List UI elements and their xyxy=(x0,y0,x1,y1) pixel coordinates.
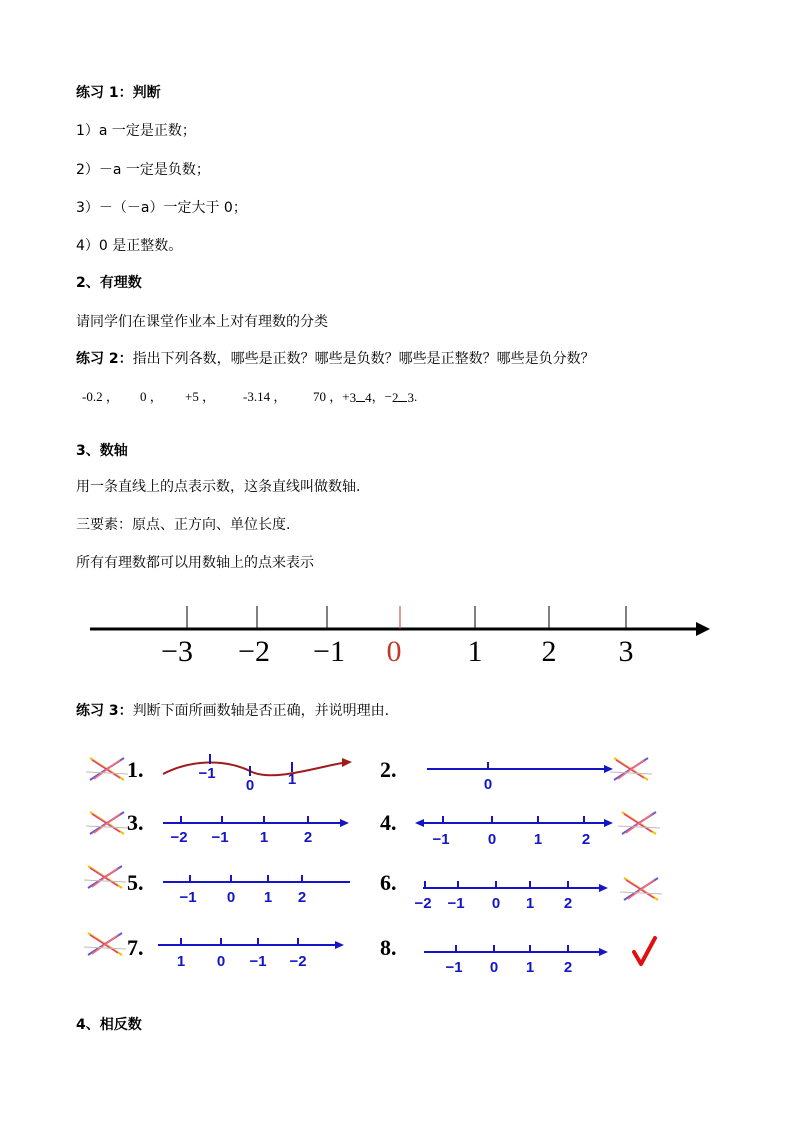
axis2-tick-label: 0 xyxy=(483,776,493,793)
fraction-2-3 xyxy=(392,391,414,405)
section3-all: 所有有理数都可以用数轴上的点来表示 xyxy=(76,555,314,571)
item-number-4: 4. xyxy=(380,810,397,835)
exercise1-title: 练习 1：判断 xyxy=(76,85,161,101)
exercise1-item-2: 2）－a 一定是负数； xyxy=(76,162,210,178)
fraction-numerator: 2 xyxy=(391,390,399,406)
exercise3-title: 练习 3： xyxy=(76,703,133,719)
separator: ，− xyxy=(371,389,392,404)
exercise1-item-1: 1）a 一定是正数； xyxy=(76,123,196,139)
exercise3-text: 判断下面所画数轴是否正确，并说明理由. xyxy=(132,703,390,719)
axis7-tick-label: −2 xyxy=(289,953,307,970)
axis3-tick-label: −2 xyxy=(170,829,188,846)
axis-label-1: 1 xyxy=(467,635,483,668)
item-number-8: 8. xyxy=(380,935,397,960)
item-number-1: 1. xyxy=(127,757,144,782)
fraction-denominator: 3 xyxy=(407,390,414,406)
axis1-tick-label: −1 xyxy=(198,765,216,782)
axis5-tick-label: −1 xyxy=(179,889,197,906)
axis6-tick-label: 0 xyxy=(491,895,501,912)
axis7-tick-label: −1 xyxy=(249,953,267,970)
section3-elements: 三要素：原点、正方向、单位长度. xyxy=(76,517,291,533)
axis4-tick-label: 2 xyxy=(581,831,591,848)
main-number-line xyxy=(0,600,794,680)
axis8-tick-label: 2 xyxy=(563,959,573,976)
axis-label-neg2: −2 xyxy=(238,635,270,668)
axis5-tick-label: 2 xyxy=(297,889,307,906)
exercise3-figure xyxy=(0,740,794,980)
wrong-mark-icon xyxy=(86,758,128,780)
axis-label-neg1: −1 xyxy=(313,635,345,668)
axis6-tick-label: 1 xyxy=(525,895,535,912)
wrong-mark-icon xyxy=(620,878,662,900)
axis3-tick-label: 1 xyxy=(259,829,269,846)
fraction-denominator: 4 xyxy=(365,390,372,406)
exercise2-text: 指出下列各数，哪些是正数？哪些是负数？哪些是正整数？哪些是负分数？ xyxy=(132,351,595,367)
fraction-3-4 xyxy=(350,391,372,405)
wrong-mark-icon xyxy=(84,933,126,955)
section3-title: 3、数轴 xyxy=(76,443,128,459)
axis3-tick-label: 2 xyxy=(303,829,313,846)
number-4: -3.14 ， xyxy=(243,389,287,404)
axis7-tick-label: 1 xyxy=(176,953,186,970)
axis1-tick-label: 1 xyxy=(287,771,297,788)
item-number-3: 3. xyxy=(127,810,144,835)
exercise1-item-3: 3）－（－a）一定大于 0； xyxy=(76,200,247,216)
number-2: 0 ， xyxy=(140,389,163,404)
axis6-tick-label: −2 xyxy=(414,895,432,912)
wrong-mark-icon xyxy=(618,812,660,834)
axis8-tick-label: 0 xyxy=(489,959,499,976)
exercise2-title: 练习 2： xyxy=(76,351,133,367)
axis4-tick-label: 1 xyxy=(533,831,543,848)
axis4-tick-label: −1 xyxy=(432,831,450,848)
axis-label-origin: 0 xyxy=(386,635,402,668)
exercise1-item-4: 4）0 是正整数。 xyxy=(76,238,183,254)
section4-title: 4、相反数 xyxy=(76,1017,142,1033)
axis8-tick-label: −1 xyxy=(445,959,463,976)
axis5-tick-label: 0 xyxy=(226,889,236,906)
exercise2-numbers xyxy=(82,386,417,405)
number-3: +5 ， xyxy=(185,389,216,404)
axis1-tick-label: 0 xyxy=(245,777,255,794)
axis6-tick-label: 2 xyxy=(563,895,573,912)
axis-label-3: 3 xyxy=(618,635,634,668)
item-number-7: 7. xyxy=(127,935,144,960)
number-1: -0.2 ， xyxy=(82,389,119,404)
section2-title: 2、有理数 xyxy=(76,275,142,291)
axis8-tick-label: 1 xyxy=(525,959,535,976)
section2-text: 请同学们在课堂作业本上对有理数的分类 xyxy=(76,314,328,330)
axis6-tick-label: −1 xyxy=(447,895,465,912)
wrong-mark-icon xyxy=(84,866,126,888)
check-mark-icon xyxy=(634,938,655,964)
axis-label-2: 2 xyxy=(541,635,557,668)
fraction-numerator: 3 xyxy=(349,390,357,406)
exercise2-line xyxy=(76,348,595,368)
axis4-tick-label: 0 xyxy=(487,831,497,848)
item-number-2: 2. xyxy=(380,757,397,782)
section3-definition: 用一条直线上的点表示数，这条直线叫做数轴. xyxy=(76,479,361,495)
wrong-mark-icon xyxy=(610,758,652,780)
axis3-tick-label: −1 xyxy=(211,829,229,846)
axis5-tick-label: 1 xyxy=(263,889,273,906)
item-number-6: 6. xyxy=(380,870,397,895)
number-5: 70 ，+ xyxy=(313,389,350,404)
wrong-mark-icon xyxy=(86,812,128,834)
axis-label-neg3: −3 xyxy=(161,635,193,668)
axis7-tick-label: 0 xyxy=(216,953,226,970)
item-number-5: 5. xyxy=(127,870,144,895)
exercise3-line xyxy=(76,700,389,720)
period: . xyxy=(413,389,418,404)
